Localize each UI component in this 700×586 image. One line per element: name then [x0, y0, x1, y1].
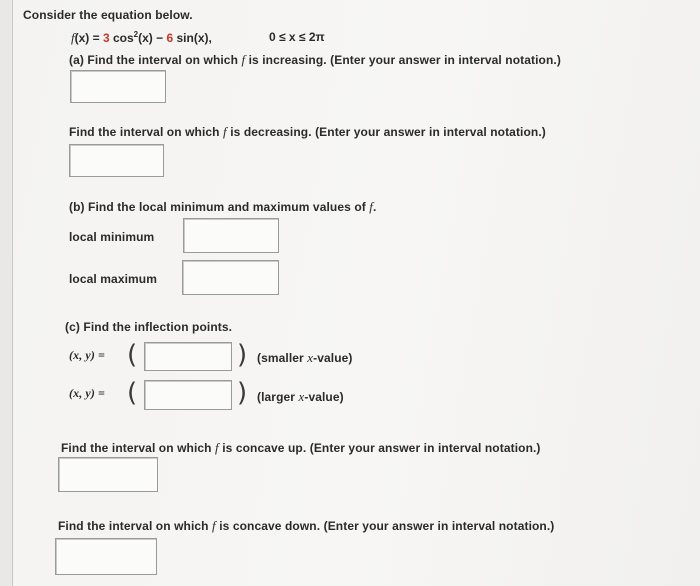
local-minimum-input[interactable]	[183, 218, 279, 253]
function-name: f	[71, 30, 75, 45]
coefficient-sin: 6	[166, 31, 174, 45]
decreasing-prompt-end: is decreasing. (Enter your answer in interval notation.)	[226, 125, 546, 139]
function-symbol: f	[241, 52, 246, 67]
extrema-prompt	[69, 199, 376, 215]
domain: 0 ≤ x ≤ 2π	[269, 30, 325, 44]
local-maximum-label: local maximum	[69, 272, 158, 286]
inflection-point-smaller-input[interactable]	[144, 342, 232, 371]
left-paren: (	[127, 378, 138, 408]
local-maximum-input[interactable]	[182, 260, 279, 295]
increasing-prompt-end: is increasing. (Enter your answer in interval notation.)	[245, 53, 561, 67]
smaller-note-end: -value)	[313, 351, 353, 365]
question-intro: Consider the equation below.	[23, 8, 193, 22]
increasing-prompt-start: (a) Find the interval on which	[69, 53, 242, 67]
inflection-point-larger-input[interactable]	[144, 380, 232, 410]
concave-up-prompt-end: is concave up. (Enter your answer in interval notation.)	[218, 441, 541, 455]
sin-term: sin(x),	[173, 31, 212, 45]
coefficient-cos: 3	[102, 31, 110, 45]
function-symbol: f	[369, 199, 373, 214]
concave-up-prompt-start: Find the interval on which	[61, 441, 216, 455]
smaller-note-start: (smaller	[257, 351, 308, 365]
cos-term: cos	[109, 31, 134, 45]
function-symbol: f	[215, 440, 219, 455]
extrema-prompt-end: .	[373, 200, 377, 214]
concave-up-prompt	[61, 440, 541, 456]
extrema-prompt-start: (b) Find the local minimum and maximum values of	[69, 200, 370, 214]
concave-down-prompt-end: is concave down. (Enter your answer in interval notation.)	[215, 519, 555, 533]
larger-note-start: (larger	[257, 390, 299, 404]
xy-label-smaller	[69, 348, 105, 363]
xy-label-larger	[69, 386, 105, 401]
concave-down-prompt-start: Find the interval on which	[58, 519, 213, 533]
question-sheet	[12, 0, 700, 586]
x-symbol: x	[307, 350, 314, 365]
left-paren: (	[127, 340, 138, 370]
right-paren: )	[237, 340, 248, 370]
increasing-interval-input[interactable]	[70, 70, 166, 103]
inflection-prompt: (c) Find the inflection points.	[65, 320, 233, 334]
x-symbol: x	[298, 389, 305, 404]
concave-down-prompt	[58, 518, 554, 534]
xy-equals: (x, y) =	[69, 348, 105, 362]
smaller-x-note	[257, 350, 353, 366]
exponent: 2	[133, 30, 139, 39]
decreasing-interval-input[interactable]	[69, 144, 164, 177]
function-symbol: f	[212, 518, 216, 533]
increasing-prompt	[69, 52, 561, 68]
larger-x-note	[257, 389, 344, 405]
larger-note-end: -value)	[304, 390, 344, 404]
local-minimum-label: local minimum	[69, 230, 155, 244]
cos-arg: (x) −	[138, 31, 167, 45]
equation	[71, 30, 212, 46]
xy-equals: (x, y) =	[69, 386, 105, 400]
decreasing-prompt-start: Find the interval on which	[69, 125, 224, 139]
function-symbol: f	[223, 124, 227, 139]
concave-down-interval-input[interactable]	[55, 538, 157, 575]
decreasing-prompt	[69, 124, 546, 140]
function-arg: (x) =	[74, 31, 103, 45]
right-paren: )	[237, 378, 248, 408]
concave-up-interval-input[interactable]	[58, 457, 158, 492]
